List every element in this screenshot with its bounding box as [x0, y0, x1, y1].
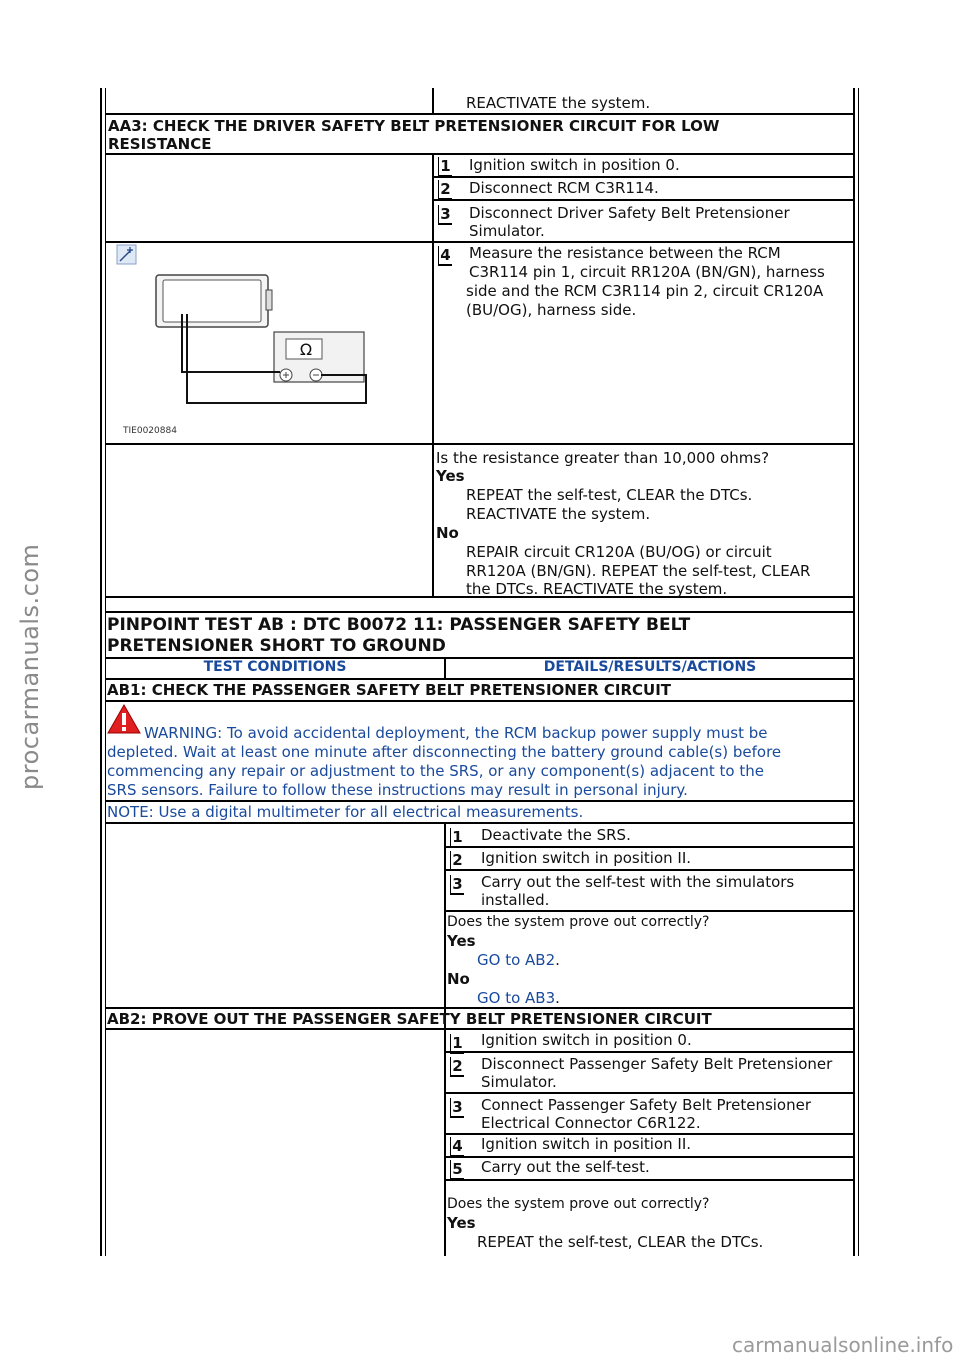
aa3-yes-label: Yes — [436, 467, 465, 485]
figure-code: TIE0020884 — [123, 426, 177, 436]
frame-right-outer — [858, 88, 859, 1256]
aa3-step-1-text: Ignition switch in position 0. — [469, 156, 680, 174]
ab2-step-4-text: Ignition switch in position II. — [481, 1135, 692, 1153]
aa3-step-3-text-line1: Disconnect Driver Safety Belt Pretensioner — [469, 204, 790, 222]
ab2-title: AB2: PROVE OUT THE PASSENGER SAFETY BELT PRETENSIONER CIRCUIT — [107, 1010, 712, 1028]
col-header-test-conditions: TEST CONDITIONS — [203, 659, 347, 675]
ab1-yes-label: Yes — [447, 932, 476, 950]
side-watermark: procarmanuals.com — [16, 543, 44, 790]
ab1-step-3-text-line1: Carry out the self-test with the simulators — [481, 873, 795, 891]
aa3-question: Is the resistance greater than 10,000 ohms? — [436, 449, 770, 467]
ab1-step-1-number: 1 — [450, 828, 464, 848]
bottom-watermark: carmanualsonline.info — [732, 1333, 954, 1357]
aa3-no-line3: the DTCs. REACTIVATE the system. — [466, 580, 728, 598]
ab2-step-4-number: 4 — [450, 1137, 464, 1157]
ab1-title: AB1: CHECK THE PASSENGER SAFETY BELT PRETENSIONER CIRCUIT — [107, 681, 672, 699]
ab2-step-2-number: 2 — [450, 1057, 464, 1077]
aa3-title-line2: RESISTANCE — [108, 135, 212, 153]
ab2-step-1-number: 1 — [450, 1034, 464, 1054]
ab2-step-3-text-line1: Connect Passenger Safety Belt Pretensioner — [481, 1096, 812, 1114]
aa-top-reactivate: REACTIVATE the system. — [466, 94, 651, 112]
col-header-details: DETAILS/RESULTS/ACTIONS — [543, 659, 757, 675]
ab2-step-1-text: Ignition switch in position 0. — [481, 1031, 692, 1049]
aa3-step-4-text-line3: side and the RCM C3R114 pin 2, circuit CR120A — [466, 282, 824, 300]
aa3-step-2-number: 2 — [438, 180, 452, 200]
aa3-yes-line2: REACTIVATE the system. — [466, 505, 651, 523]
aa3-step-4-text-line2: C3R114 pin 1, circuit RR120A (BN/GN), harness — [469, 263, 825, 281]
aa3-no-line1: REPAIR circuit CR120A (BU/OG) or circuit — [466, 543, 772, 561]
ab2-step-3-text-line2: Electrical Connector C6R122. — [481, 1114, 701, 1132]
aa3-step-4-number: 4 — [438, 246, 452, 266]
connector-drawing — [156, 275, 272, 327]
enlarge-icon[interactable] — [117, 245, 136, 264]
aa3-no-line2: RR120A (BN/GN). REPEAT the self-test, CLEAR — [466, 562, 811, 580]
ab-title-line2: PRETENSIONER SHORT TO GROUND — [107, 636, 446, 656]
aa3-step-3-text-line2: Simulator. — [469, 222, 545, 240]
ab1-no-link-line: GO to AB3. — [477, 989, 560, 1007]
aa3-step-4-text-line1: Measure the resistance between the RCM — [469, 244, 781, 262]
aa3-step-1-number: 1 — [438, 157, 452, 177]
ab2-yes-label: Yes — [447, 1214, 476, 1232]
ab1-step-2-number: 2 — [450, 851, 464, 871]
ab2-step-5-number: 5 — [450, 1160, 464, 1180]
ab2-question: Does the system prove out correctly? — [447, 1196, 710, 1212]
ab1-step-1-text: Deactivate the SRS. — [481, 826, 631, 844]
aa3-step-2-text: Disconnect RCM C3R114. — [469, 179, 659, 197]
ohm-symbol: Ω — [299, 340, 313, 359]
warning-line3: commencing any repair or adjustment to the SRS, or any component(s) adjacent to the — [107, 762, 764, 780]
go-to-ab3-link[interactable]: GO to AB3 — [477, 989, 556, 1007]
warning-line2: depleted. Wait at least one minute after disconnecting the battery ground cable(s) before — [107, 743, 782, 761]
aa3-yes-line1: REPEAT the self-test, CLEAR the DTCs. — [466, 486, 753, 504]
ab1-yes-link-line: GO to AB2. — [477, 951, 560, 969]
aa3-title-line1: AA3: CHECK THE DRIVER SAFETY BELT PRETENSIONER CIRCUIT FOR LOW — [108, 117, 720, 135]
go-to-ab2-link[interactable]: GO to AB2 — [477, 951, 556, 969]
ab1-no-label: No — [447, 970, 470, 988]
ab1-step-2-text: Ignition switch in position II. — [481, 849, 692, 867]
warning-line4: SRS sensors. Failure to follow these instructions may result in personal injury. — [107, 781, 688, 799]
aa3-step-4-text-line4: (BU/OG), harness side. — [466, 301, 637, 319]
ab2-step-2-text-line1: Disconnect Passenger Safety Belt Pretensioner — [481, 1055, 833, 1073]
ab-title-line1: PINPOINT TEST AB : DTC B0072 11: PASSENGER SAFETY BELT — [107, 615, 691, 635]
ab2-step-3-number: 3 — [450, 1098, 464, 1118]
note-text: NOTE: Use a digital multimeter for all electrical measurements. — [107, 803, 584, 821]
ab2-step-2-text-line2: Simulator. — [481, 1073, 557, 1091]
warning-icon — [107, 704, 141, 734]
warning-line1: WARNING: To avoid accidental deployment, the RCM backup power supply must be — [144, 724, 768, 742]
aa3-no-label: No — [436, 524, 459, 542]
ab2-step-5-text: Carry out the self-test. — [481, 1158, 650, 1176]
aa3-step-3-number: 3 — [438, 205, 452, 225]
ab1-question: Does the system prove out correctly? — [447, 914, 710, 930]
ab1-step-3-text-line2: installed. — [481, 891, 550, 909]
resistance-measurement-figure — [116, 244, 426, 440]
ab2-yes-line: REPEAT the self-test, CLEAR the DTCs. — [477, 1233, 764, 1251]
frame-left-outer — [100, 88, 102, 1256]
ab1-step-3-number: 3 — [450, 875, 464, 895]
